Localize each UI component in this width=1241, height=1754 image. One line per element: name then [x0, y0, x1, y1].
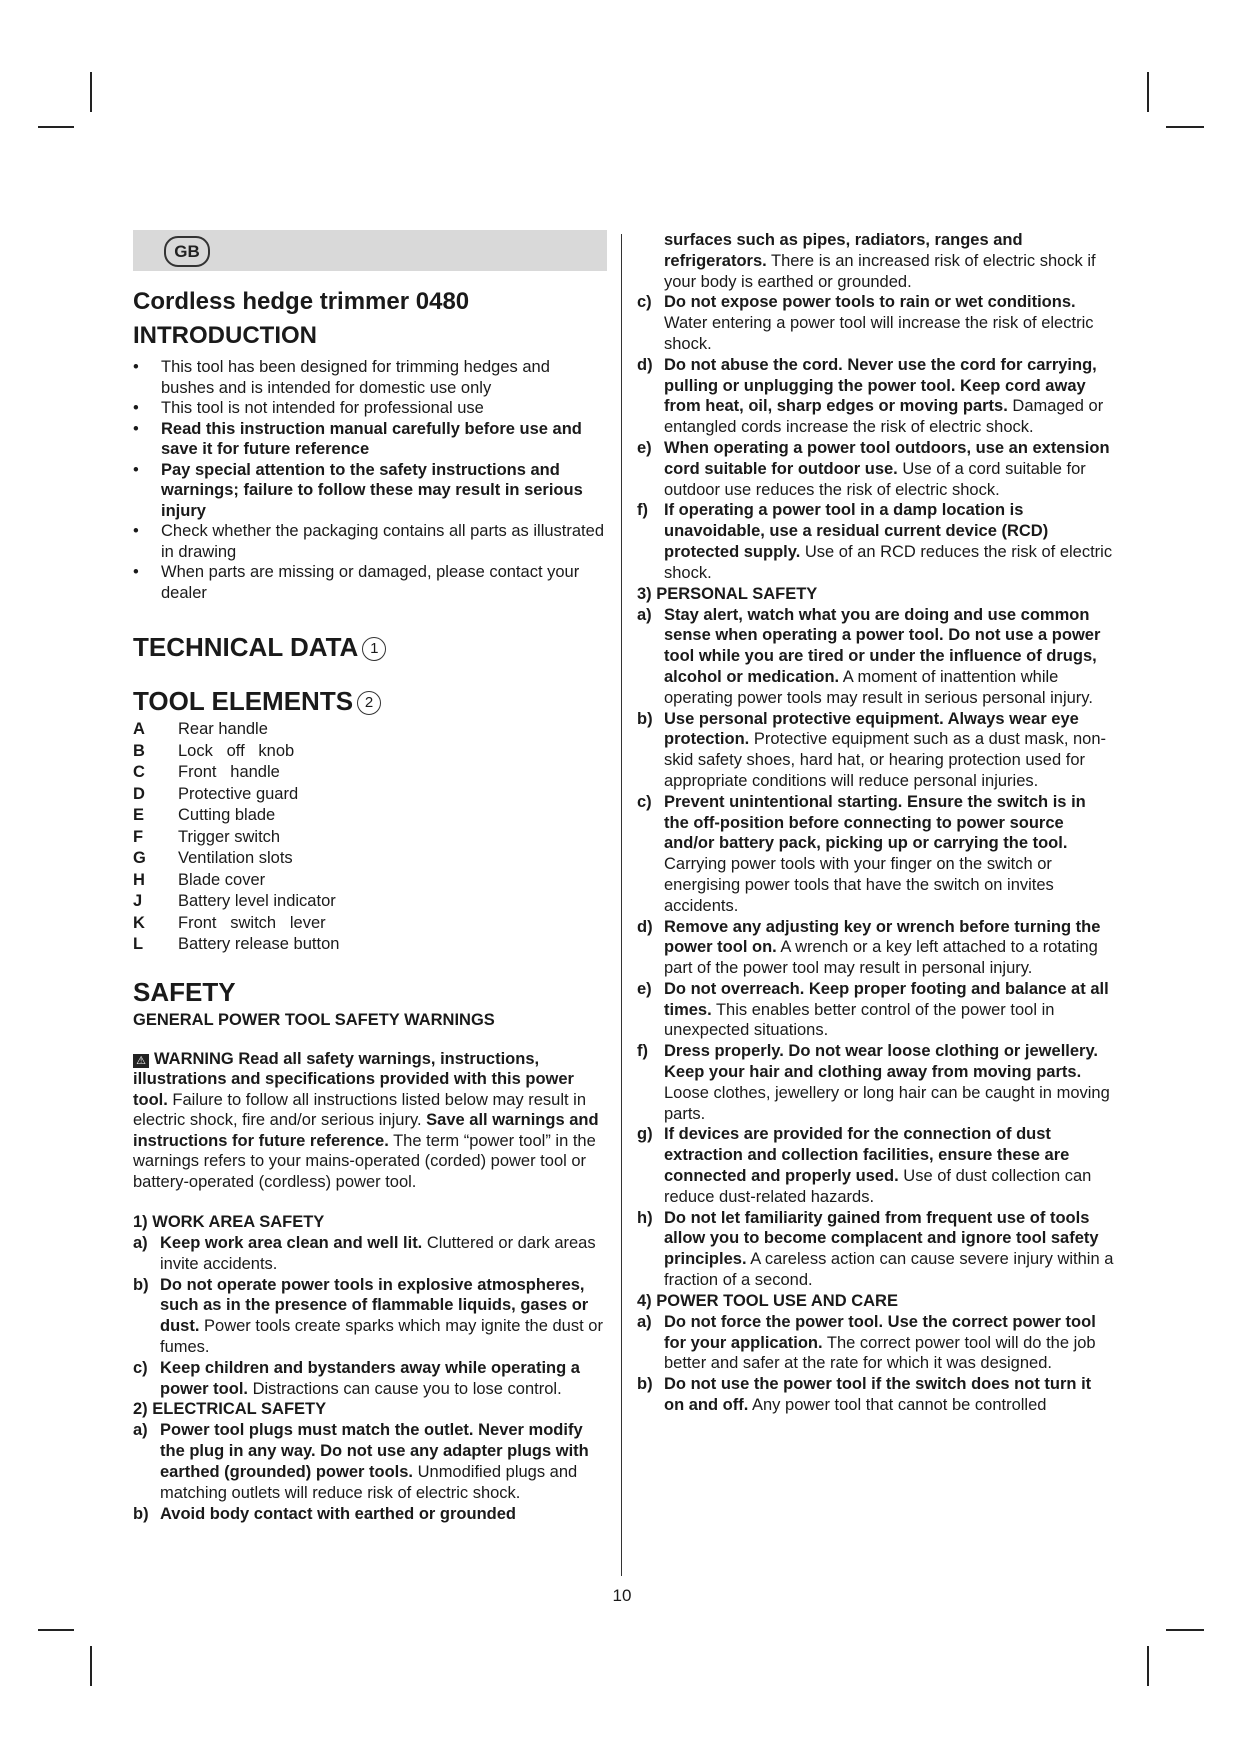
technical-data-title: TECHNICAL DATA [133, 632, 359, 662]
figure-ref-2: 2 [357, 691, 381, 715]
tool-element-row [133, 784, 607, 806]
crop-mark [90, 72, 92, 112]
safety-item-text: Use of a cord suitable for outdoor use reduces the risk of electric shock. [664, 459, 1086, 499]
safety-item-bold: If devices are provided for the connection of dust extraction and collection facilities, ensure these are connected and properly used. [664, 1125, 1070, 1186]
tool-element-letter: A [133, 720, 145, 738]
tool-element-label: Lock off knob [178, 741, 295, 760]
intro-bullet [133, 419, 607, 460]
safety-item-bold: Stay alert, watch what you are doing and use common sense when operating a power tool. Do not use a power tool while you are tired or under the influence of drugs, alcohol or medication. [664, 605, 1101, 686]
safety-item-bold: Use personal protective equipment. Always wear eye protection. [664, 709, 1079, 749]
safety-item-bold: Keep work area clean and well lit. [160, 1234, 423, 1252]
safety-item [637, 355, 1115, 438]
safety-item [133, 1358, 607, 1400]
safety-item [637, 1208, 1115, 1291]
bullet-dot-icon: • [133, 419, 139, 438]
tool-element-label: Battery level indicator [178, 892, 336, 910]
safety-item [637, 230, 1115, 292]
tool-element-row [133, 913, 607, 935]
warning-paragraph [133, 1049, 607, 1193]
safety-item [637, 792, 1115, 917]
intro-bullet [133, 521, 607, 562]
crop-mark [1166, 126, 1204, 128]
tool-element-row [133, 934, 607, 956]
safety-item-bold: Keep children and bystanders away while operating a power tool. [160, 1358, 580, 1398]
tool-elements-heading [133, 683, 607, 719]
intro-bullet-text: This tool is not intended for professional use [161, 399, 484, 417]
column-divider [621, 234, 622, 1576]
section-heading: 1) WORK AREA SAFETY [133, 1213, 325, 1231]
safety-item-label: b) [637, 709, 653, 728]
safety-item-bold: Power tool plugs must match the outlet. Never modify the plug in any way. Do not use any adapter plugs with earthed (grounded) power tools. [160, 1421, 589, 1481]
tool-element-label: Protective guard [178, 784, 299, 803]
crop-mark [38, 1629, 74, 1631]
safety-item-bold: surfaces such as pipes, radiators, ranges and refrigerators. [664, 231, 1023, 270]
safety-item-label: c) [637, 792, 652, 811]
tool-element-label: Trigger switch [178, 827, 281, 846]
safety-item-text: Any power tool that cannot be controlled [748, 1396, 1047, 1415]
safety-item-bold: Do not let familiarity gained from frequent use of tools allow you to become complacent and ignore tool safety principles. [664, 1208, 1099, 1269]
safety-item-text: Carrying power tools with your finger on the switch or energising power tools that have the switch on invites accidents. [664, 855, 1054, 915]
tool-element-letter: L [133, 935, 144, 953]
safety-item-text: Distractions can cause you to lose control. [248, 1379, 562, 1398]
safety-item-bold: Do not overreach. Keep proper footing and balance at all times. [664, 979, 1109, 1019]
safety-item-label: f) [637, 1042, 648, 1061]
safety-item-bold: Do not expose power tools to rain or wet conditions. [664, 293, 1076, 312]
intro-bullet-text: This tool has been designed for trimming hedges and bushes and is intended for domestic use only [161, 358, 550, 397]
safety-item-text: This enables better control of the power tool in unexpected situations. [664, 1000, 1055, 1040]
safety-item-text: Protective equipment such as a dust mask, non-skid safety shoes, hard hat, or hearing protection used for appropriate conditions will reduce personal injuries. [664, 730, 1107, 790]
safety-item-bold: If operating a power tool in a damp location is unavoidable, use a residual current device (RCD) protected supply. [664, 501, 1049, 561]
safety-item-text: Use of dust collection can reduce dust-related hazards. [664, 1167, 1092, 1206]
safety-item-text: Unmodified plugs and matching outlets will reduce risk of electric shock. [160, 1462, 578, 1502]
section-heading: 4) POWER TOOL USE AND CARE [637, 1291, 898, 1310]
intro-bullet [133, 398, 607, 419]
warning-bold-2: Save all warnings and instructions for future reference. [133, 1111, 599, 1150]
tool-element-row [133, 762, 607, 784]
intro-bullet [133, 357, 607, 398]
safety-item-label: c) [637, 293, 652, 312]
tool-element-letter: G [133, 849, 146, 867]
safety-item [133, 1504, 607, 1525]
safety-item-text: Cluttered or dark areas invite accidents. [160, 1234, 596, 1273]
safety-item [637, 917, 1115, 979]
tool-element-letter: H [133, 870, 145, 889]
safety-item-label: f) [637, 501, 648, 520]
safety-item [637, 605, 1115, 709]
safety-item-text: Loose clothes, jewellery or long hair can be caught in moving parts. [664, 1083, 1110, 1123]
safety-item-label: b) [133, 1504, 149, 1523]
safety-item-text: Power tools create sparks which may ignite the dust or fumes. [160, 1317, 603, 1356]
safety-item-bold: Do not use the power tool if the switch does not turn it on and off. [664, 1375, 1092, 1415]
safety-item [637, 292, 1115, 354]
tool-elements-title: TOOL ELEMENTS [133, 686, 354, 716]
section-heading: 2) ELECTRICAL SAFETY [133, 1400, 327, 1419]
warning-icon: ⚠ [133, 1054, 149, 1068]
safety-item-label: d) [637, 917, 653, 936]
safety-item-label: g) [637, 1125, 653, 1144]
tool-element-row [133, 719, 607, 741]
technical-data-heading [133, 629, 607, 665]
introduction-heading: INTRODUCTION [133, 322, 317, 349]
tool-element-label: Front switch lever [178, 913, 326, 932]
bullet-dot-icon: • [133, 563, 139, 581]
safety-item-text: There is an increased risk of electric shock if your body is earthed or grounded. [664, 251, 1096, 291]
bullet-dot-icon: • [133, 522, 139, 540]
safety-heading: SAFETY [133, 976, 236, 1007]
right-column [637, 230, 1115, 1416]
tool-element-letter: D [133, 784, 145, 803]
introduction-list [133, 357, 607, 603]
intro-bullet [133, 460, 607, 522]
warning-text-1: Failure to follow all instructions listed below may result in electric shock, fire and/or serious injury. [133, 1090, 586, 1129]
left-column [133, 230, 607, 1524]
crop-mark [90, 1646, 92, 1686]
safety-item-label: c) [133, 1358, 148, 1377]
safety-item-bold: Do not force the power tool. Use the correct power tool for your application. [664, 1312, 1096, 1352]
safety-item [133, 1275, 607, 1358]
tool-element-row [133, 870, 607, 892]
tool-element-row [133, 827, 607, 849]
safety-item-text: Damaged or entangled cords increase the risk of electric shock. [664, 397, 1104, 437]
safety-item-label: a) [133, 1421, 148, 1440]
right-safety-items [637, 230, 1115, 1416]
language-bar [133, 230, 607, 271]
language-badge: GB [164, 236, 210, 267]
safety-item-bold: Prevent unintentional starting. Ensure the switch is in the off-position before connecting to power source and/or battery pack, picking up or carrying the tool. [664, 792, 1086, 853]
safety-item-text: A wrench or a key left attached to a rotating part of the power tool may result in personal injury. [664, 938, 1098, 978]
safety-item-label: a) [637, 1312, 652, 1331]
left-safety-items [133, 1212, 607, 1524]
tool-element-letter: E [133, 806, 145, 824]
section-heading: 3) PERSONAL SAFETY [637, 584, 818, 603]
safety-item [637, 1312, 1115, 1374]
intro-bullet-bold: Read this instruction manual carefully before use and save it for future reference [161, 419, 582, 458]
safety-item-bold: Do not operate power tools in explosive atmospheres, such as in the presence of flammable liquids, gases or dust. [160, 1275, 589, 1336]
tool-element-letter: K [133, 913, 145, 932]
safety-item-text: The correct power tool will do the job better and safer at the rate for which it was designed. [664, 1333, 1096, 1373]
intro-bullet-text: When parts are missing or damaged, please contact your dealer [161, 563, 580, 602]
tool-element-row [133, 741, 607, 763]
tool-element-label: Rear handle [178, 720, 268, 738]
tool-element-letter: J [133, 892, 143, 910]
safety-item [133, 1420, 607, 1503]
tool-element-row [133, 805, 607, 827]
safety-item-label: a) [637, 605, 652, 624]
bullet-dot-icon: • [133, 358, 139, 376]
intro-bullet [133, 562, 607, 603]
safety-item-bold: Dress properly. Do not wear loose clothing or jewellery. Keep your hair and clothing away from moving parts. [664, 1042, 1098, 1082]
crop-mark [1166, 1629, 1204, 1631]
crop-mark [1147, 1646, 1149, 1686]
tool-elements-list [133, 719, 607, 956]
safety-item-text: A moment of inattention while operating power tools may result in serious personal injury. [664, 667, 1093, 707]
page-number: 10 [612, 1586, 632, 1605]
tool-element-label: Front handle [178, 763, 280, 781]
tool-element-label: Blade cover [178, 870, 266, 889]
intro-bullet-text: Check whether the packaging contains all parts as illustrated in drawing [161, 522, 604, 561]
safety-item [637, 500, 1115, 583]
safety-item [637, 979, 1115, 1041]
page-title: Cordless hedge trimmer 0480 [133, 288, 470, 315]
safety-item-bold: Remove any adjusting key or wrench before turning the power tool on. [664, 917, 1101, 957]
warning-text-2: The term “power tool” in the warnings refers to your mains-operated (corded) power tool or battery-operated (cordless) power tool. [133, 1131, 596, 1191]
tool-element-row [133, 891, 607, 913]
safety-item [637, 1041, 1115, 1124]
safety-item-label: d) [637, 355, 653, 374]
tool-element-label: Ventilation slots [178, 849, 293, 867]
tool-element-label: Cutting blade [178, 806, 276, 824]
safety-item-label: e) [637, 979, 652, 998]
warning-bold-1: WARNING Read all safety warnings, instructions, illustrations and specifications provided with this power tool. [133, 1049, 574, 1109]
safety-item-label: e) [637, 438, 652, 457]
safety-item-text: Water entering a power tool will increase the risk of electric shock. [664, 314, 1094, 353]
safety-item [637, 438, 1115, 500]
safety-item [637, 1374, 1115, 1416]
safety-item-label: b) [133, 1275, 149, 1294]
safety-item-label: a) [133, 1234, 148, 1252]
safety-subheading: GENERAL POWER TOOL SAFETY WARNINGS [133, 1010, 495, 1029]
tool-element-row [133, 848, 607, 870]
safety-item [133, 1233, 607, 1275]
safety-item-bold: Avoid body contact with earthed or grounded [160, 1504, 516, 1523]
safety-item-text: Use of an RCD reduces the risk of electric shock. [664, 542, 1113, 582]
intro-bullet-bold: Pay special attention to the safety instructions and warnings; failure to follow these may result in serious injury [161, 460, 583, 520]
safety-item-text: A careless action can cause severe injury within a fraction of a second. [664, 1250, 1114, 1290]
tool-element-letter: C [133, 763, 145, 781]
safety-item [637, 709, 1115, 792]
safety-item-label: b) [637, 1375, 653, 1394]
safety-item-label: h) [637, 1208, 653, 1227]
bullet-dot-icon: • [133, 399, 139, 417]
safety-item-bold: When operating a power tool outdoors, use an extension cord suitable for outdoor use. [664, 438, 1110, 478]
figure-ref-1: 1 [362, 637, 386, 661]
crop-mark [1147, 72, 1149, 112]
bullet-dot-icon: • [133, 460, 139, 479]
tool-element-letter: F [133, 827, 144, 846]
safety-item [637, 1124, 1115, 1207]
crop-mark [38, 126, 74, 128]
tool-element-letter: B [133, 741, 145, 760]
safety-item-bold: Do not abuse the cord. Never use the cord for carrying, pulling or unplugging the power tool. Keep cord away from heat, oil, sharp edges or moving parts. [664, 355, 1097, 416]
tool-element-label: Battery release button [178, 935, 340, 953]
